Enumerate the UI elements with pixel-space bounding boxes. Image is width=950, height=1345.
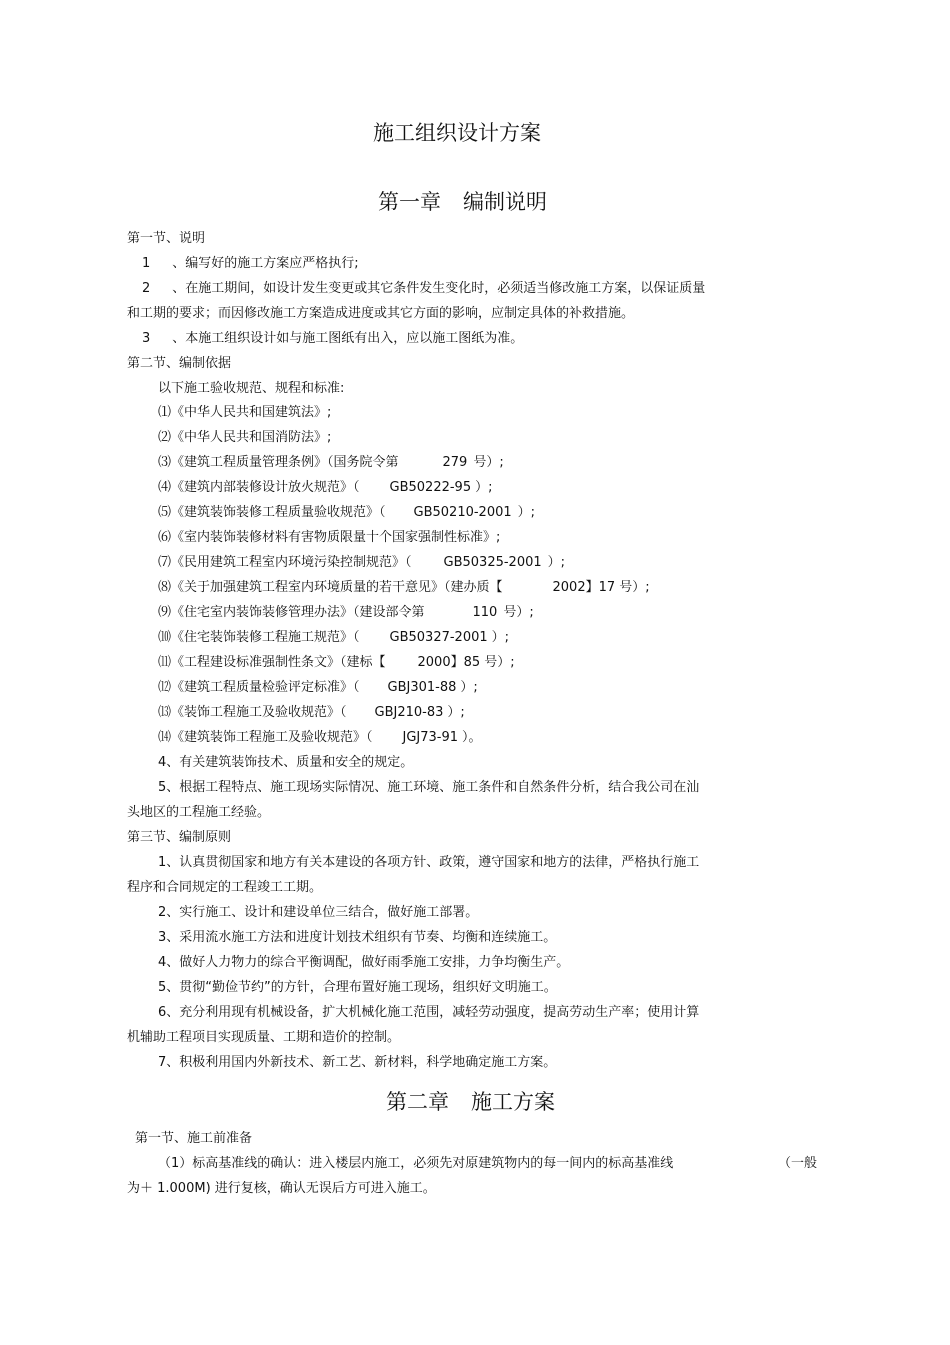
list-item: 4、做好人力物力的综合平衡调配，做好雨季施工安排，力争均衡生产。 [158, 955, 570, 970]
reference-code: GB50327-2001 [389, 630, 488, 645]
list-item [142, 281, 705, 297]
reference-title: ⒁《建筑装饰工程施工及验收规范》（ [158, 730, 373, 745]
reference-title: ⑷《建筑内部装修设计放火规范》（ [158, 480, 360, 495]
reference-code: GB50222-95 [389, 480, 472, 495]
section-title: 第二节、编制依据 [127, 356, 232, 371]
paragraph: （1）标高基准线的确认：进入楼层内施工，必须先对原建筑物内的每一间内的标高基准线 [158, 1156, 674, 1171]
document-title: 施工组织设计方案 [373, 121, 541, 145]
reference-tail: ）; [447, 705, 465, 720]
reference-tail: ）; [547, 555, 566, 570]
list-item: 7、积极利用国内外新技术、新工艺、新材料，科学地确定施工方案。 [158, 1055, 557, 1070]
reference-tail: ）; [491, 630, 510, 645]
reference-tail: 】85 号）; [450, 655, 515, 670]
reference-code: 2002 [552, 580, 586, 595]
item-number: 3 [142, 331, 151, 346]
reference-code: GBJ301-88 [387, 680, 457, 695]
reference-item [158, 430, 331, 446]
reference-item [158, 580, 650, 596]
reference-tail: 号）; [473, 455, 504, 470]
paragraph-tail: （一般 [778, 1156, 818, 1171]
reference-code: 2000 [417, 655, 451, 670]
reference-item [158, 555, 565, 571]
paragraph-continuation: 头地区的工程施工经验。 [127, 805, 271, 820]
list-item: 6、充分利用现有机械设备，扩大机械化施工范围，减轻劳动强度，提高劳动生产率；使用计算 [158, 1005, 700, 1020]
reference-tail: ）; [517, 505, 536, 520]
item-continuation: 和工期的要求；而因修改施工方案造成进度或其它方面的影响，应制定具体的补救措施。 [127, 306, 635, 321]
item-number: 1 [142, 256, 151, 271]
reference-title: ⑸《建筑装饰装修工程质量验收规范》（ [158, 505, 386, 520]
item-text: 、本施工组织设计如与施工图纸有出入，应以施工图纸为准。 [172, 331, 524, 346]
section-title: 第一节、施工前准备 [135, 1131, 253, 1146]
list-item [142, 256, 359, 272]
section-intro: 以下施工验收规范、规程和标准: [158, 381, 345, 396]
reference-title: ⑴《中华人民共和国建筑法》; [158, 405, 332, 420]
reference-tail: ）。 [462, 730, 482, 745]
list-item: 3、采用流水施工方法和进度计划技术组织有节奏、均衡和连续施工。 [158, 930, 557, 945]
item-continuation: 程序和合同规定的工程竣工工期。 [127, 880, 323, 895]
paragraph-continuation: 为＋ 1.000M) 进行复核，确认无误后方可进入施工。 [127, 1181, 436, 1196]
paragraph: 5、根据工程特点、施工现场实际情况、施工环境、施工条件和自然条件分析，结合我公司在汕 [158, 780, 700, 795]
reference-tail: 号）; [503, 605, 534, 620]
reference-item [158, 605, 534, 621]
reference-item [158, 480, 493, 496]
chapter-name: 施工方案 [471, 1090, 555, 1114]
item-number: 2 [142, 281, 151, 296]
chapter-number: 第二章 [386, 1090, 449, 1114]
chapter-number: 第一章 [378, 190, 441, 214]
reference-title: ⑺《民用建筑工程室内环境污染控制规范》（ [158, 555, 412, 570]
reference-item [158, 405, 331, 421]
reference-title: ⑹《室内装饰装修材料有害物质限量十个国家强制性标准》; [158, 530, 501, 545]
reference-title: ⑾《工程建设标准强制性条文》（建标【 [158, 655, 386, 670]
reference-title: ⑼《住宅室内装饰装修管理办法》（建设部令第 [158, 605, 425, 620]
reference-title: ⑻《关于加强建筑工程室内环境质量的若干意见》（建办质【 [158, 580, 503, 595]
list-item: 2、实行施工、设计和建设单位三结合，做好施工部署。 [158, 905, 479, 920]
item-text: 、编写好的施工方案应严格执行; [172, 256, 359, 271]
reference-item [158, 680, 478, 696]
reference-tail: ）; [460, 680, 478, 695]
reference-code: GBJ210-83 [374, 705, 444, 720]
reference-code: 110 [472, 605, 498, 620]
item-text: 、在施工期间，如设计发生变更或其它条件发生变化时，必须适当修改施工方案，以保证质量 [172, 281, 706, 296]
reference-item [158, 530, 500, 546]
section-title: 第三节、编制原则 [127, 830, 232, 845]
reference-item [158, 730, 482, 746]
chapter-1-heading [378, 189, 547, 215]
reference-item [158, 630, 509, 646]
chapter-name: 编制说明 [463, 190, 547, 214]
reference-item [158, 505, 535, 521]
item-continuation: 机辅助工程项目实现质量、工期和造价的控制。 [127, 1030, 401, 1045]
reference-title: ⒀《装饰工程施工及验收规范》（ [158, 705, 347, 720]
list-item [142, 331, 523, 347]
reference-code: GB50325-2001 [443, 555, 542, 570]
reference-title: ⑶《建筑工程质量管理条例》（国务院令第 [158, 455, 399, 470]
reference-code: JGJ73-91 [402, 730, 459, 745]
reference-code: GB50210-2001 [413, 505, 512, 520]
reference-tail: 】17 号）; [585, 580, 650, 595]
reference-title: ⑿《建筑工程质量检验评定标准》（ [158, 680, 360, 695]
paragraph: 4、有关建筑装饰技术、质量和安全的规定。 [158, 755, 414, 770]
reference-code: 279 [442, 455, 468, 470]
reference-item [158, 705, 465, 721]
reference-title: ⑵《中华人民共和国消防法》; [158, 430, 332, 445]
list-item: 5、贯彻“勤俭节约”的方针，合理布置好施工现场，组织好文明施工。 [158, 980, 557, 995]
reference-title: ⑽《住宅装饰装修工程施工规范》（ [158, 630, 360, 645]
list-item: 1、认真贯彻国家和地方有关本建设的各项方针、政策，遵守国家和地方的法律，严格执行施工 [158, 855, 700, 870]
chapter-2-heading [386, 1089, 555, 1115]
reference-item [158, 455, 504, 471]
reference-item [158, 655, 515, 671]
section-title: 第一节、说明 [127, 231, 206, 246]
reference-tail: ）; [475, 480, 493, 495]
